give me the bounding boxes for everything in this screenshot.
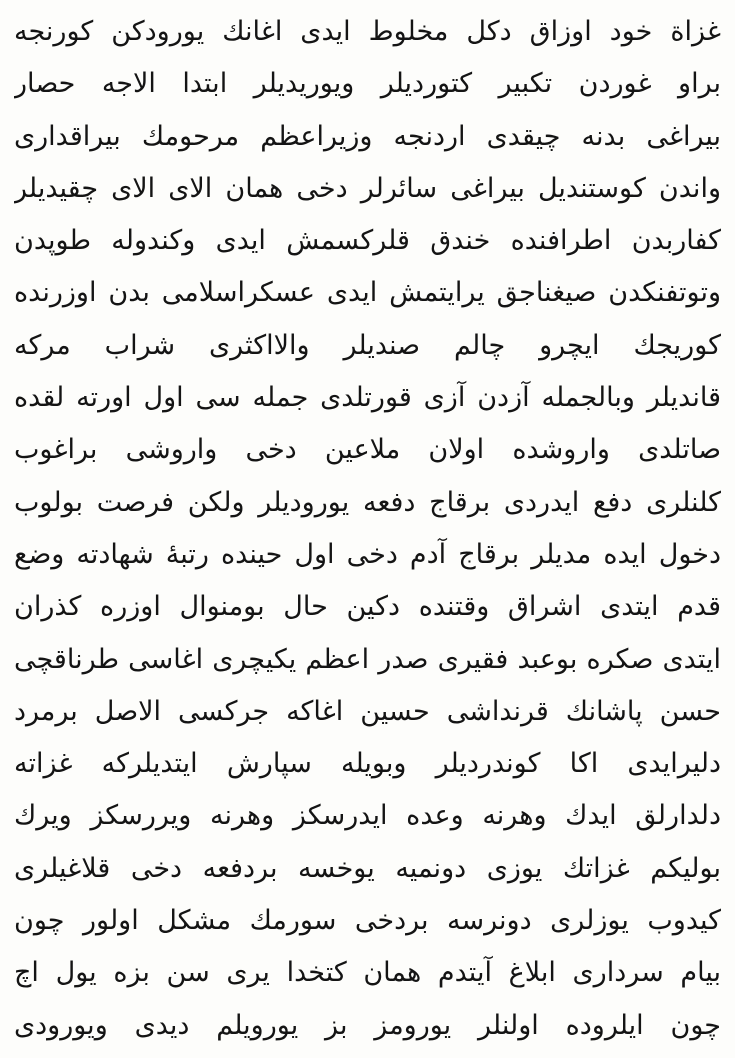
text-line: كلنلرى دفع ايدردى برقاج دفعه يوروديلر ولكن فرصت بولوب: [14, 486, 721, 518]
text-line: بيراغى بدنه چيقدى اردنجه وزيراعظم مرحومك بيراقدارى: [14, 120, 721, 152]
text-line: چون ايلروده اولنلر يورومز بز يورويلم ديدى ويورودى: [14, 1009, 721, 1041]
text-line: بوليكم غزاتك يوزى دونمیه يوخسه بردفعه دخى قلاغيلرى: [14, 852, 721, 884]
text-line: حسن پاشانك قرنداشى حسين اغاكه جركسى الاصل برمرد: [14, 695, 721, 727]
text-line: كفاربدن اطرافنده خندق قلركسمش ايدى وكندوله طوپدن: [14, 225, 721, 257]
text-line: كوريجك ايچرو چالم صنديلر والااكثرى شراب مركه: [14, 329, 721, 361]
text-line: بيام سردارى ابلاغ آيتدم همان كتخدا يرى سن بزه يول اچ: [14, 957, 721, 989]
text-block: [14, 6, 721, 1052]
text-line: دخول ايده مديلر برقاج آدم دخى اول حينده رتبهٔ شهادته وضع: [14, 538, 721, 570]
text-line: دليرايدى اكا كوندرديلر وبويله سپارش ايتديلركه غزاته: [14, 748, 721, 780]
text-line: قانديلر وبالجمله آزدن آزى قورتلدى جمله سى اول اورته لقده: [14, 382, 721, 414]
text-line: وتوتفنكدن صيغناجق يرايتمش ايدى عسكراسلامى بدن اوزرنده: [14, 277, 721, 309]
text-line: صاتلدى واروشده اولان ملاعين دخى واروشى براغوب: [14, 434, 721, 466]
text-line: غزاة خود اوزاق دكل مخلوط ايدى اغانك يورودكن كورنجه: [14, 16, 721, 47]
text-line: واندن كوستنديل بيراغى سائرلر دخى همان الاى الاى چقيديلر: [14, 172, 721, 204]
text-line: قدم ايتدى اشراق وقتنده دكين حال بومنوال اوزره كذران: [14, 591, 721, 623]
text-line: براو غوردن تكبير كتوردیلر ويوريدیلر ابتدا الاجه حصار: [14, 68, 721, 100]
text-line: ايتدى صكره بوعبد فقيرى صدر اعظم يكيچرى اغاسى طرناقچى: [14, 643, 721, 675]
text-line: دلدارلق ايدك وهرنه وعده ايدرسكز وهرنه ويررسكز ويرك: [14, 800, 721, 832]
text-line: كيدوب يوزلرى دونرسه بردخى سورمك مشكل اولور چون: [14, 905, 721, 937]
